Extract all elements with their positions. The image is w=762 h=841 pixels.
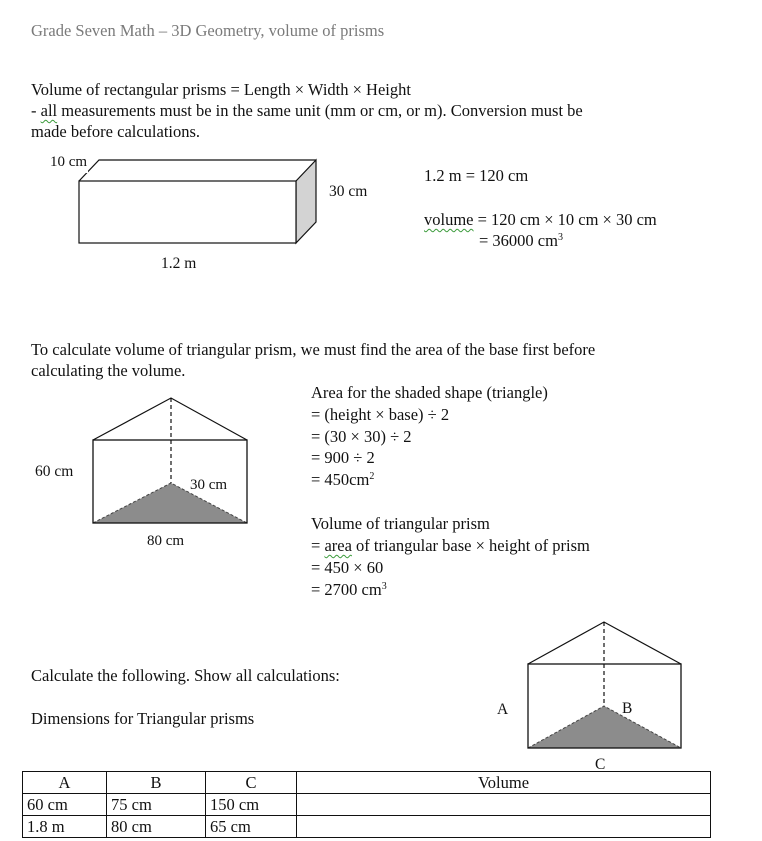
superscript: 3 [381, 581, 387, 592]
dimensions-table [22, 771, 711, 838]
triangular-prism-diagram [93, 398, 247, 523]
tri-volume-line2: = 450 × 60 [311, 558, 384, 577]
note-prefix: - [31, 101, 41, 120]
spellcheck-word: volume [424, 210, 474, 229]
tri-volume-result-text: = 2700 cm [311, 580, 382, 599]
rectangular-prism-diagram [79, 160, 316, 243]
rect-note-line2: made before calculations. [31, 122, 201, 141]
note-rest: measurements must be in the same unit (mm or cm, or m). Conversion must be [57, 101, 583, 120]
area-step-3: = 900 ÷ 2 [311, 448, 375, 467]
rect-volume-result-text: = 36000 cm [479, 231, 558, 250]
tri-volume-line1 [311, 535, 590, 556]
table-row [23, 816, 711, 838]
cell-b: 75 cm [107, 794, 206, 816]
area-step-4 [311, 469, 374, 490]
tri-volume-title: Volume of triangular prism [311, 514, 490, 533]
spellcheck-word: area [324, 536, 352, 555]
cell-c: 65 cm [206, 816, 297, 838]
cell-c: 150 cm [206, 794, 297, 816]
exercise-label-b: B [622, 700, 633, 717]
cell-a: 60 cm [23, 794, 107, 816]
header-a: A [23, 772, 107, 794]
table-header-row [23, 772, 711, 794]
rect-height-label: 30 cm [329, 183, 368, 200]
tri-volume-rest: of triangular base × height of prism [351, 536, 590, 555]
superscript: 3 [557, 232, 563, 243]
rect-formula: Volume of rectangular prisms = Length × Width × Height [31, 80, 411, 99]
conversion-text: 1.2 m = 120 cm [424, 166, 529, 185]
superscript: 2 [369, 471, 375, 482]
spellcheck-word: all [40, 101, 58, 120]
table-row [23, 794, 711, 816]
tri-triangle-height-label: 30 cm [190, 477, 228, 493]
exercise-instruction: Calculate the following. Show all calculations: [31, 666, 340, 685]
header-volume: Volume [297, 772, 711, 794]
cell-a: 1.8 m [23, 816, 107, 838]
tri-intro-line1: To calculate volume of triangular prism, we must find the area of the base first before [31, 340, 596, 359]
document-title: Grade Seven Math – 3D Geometry, volume of prisms [31, 21, 385, 40]
rect-width-label: 10 cm [50, 152, 88, 173]
area-result-text: = 450cm [311, 470, 370, 489]
header-c: C [206, 772, 297, 794]
tri-volume-prefix: = [311, 536, 325, 555]
tri-height-label: 60 cm [35, 463, 74, 480]
header-b: B [107, 772, 206, 794]
cell-volume[interactable] [297, 794, 711, 816]
area-step-1: = (height × base) ÷ 2 [311, 405, 450, 424]
cell-volume[interactable] [297, 816, 711, 838]
exercise-subtitle: Dimensions for Triangular prisms [31, 709, 255, 728]
cell-b: 80 cm [107, 816, 206, 838]
area-step-2: = (30 × 30) ÷ 2 [311, 427, 412, 446]
tri-volume-line3 [311, 579, 387, 600]
tri-base-label: 80 cm [147, 533, 185, 549]
exercise-label-a: A [497, 701, 509, 718]
rect-length-label: 1.2 m [161, 255, 197, 272]
area-step-0: Area for the shaded shape (triangle) [311, 383, 548, 402]
exercise-label-c: C [595, 756, 606, 773]
exercise-prism-diagram [528, 622, 681, 748]
rect-volume-line [424, 209, 657, 230]
rect-volume-expr: = 120 cm × 10 cm × 30 cm [473, 210, 657, 229]
tri-intro-line2: calculating the volume. [31, 361, 186, 380]
rect-volume-result [479, 230, 563, 251]
